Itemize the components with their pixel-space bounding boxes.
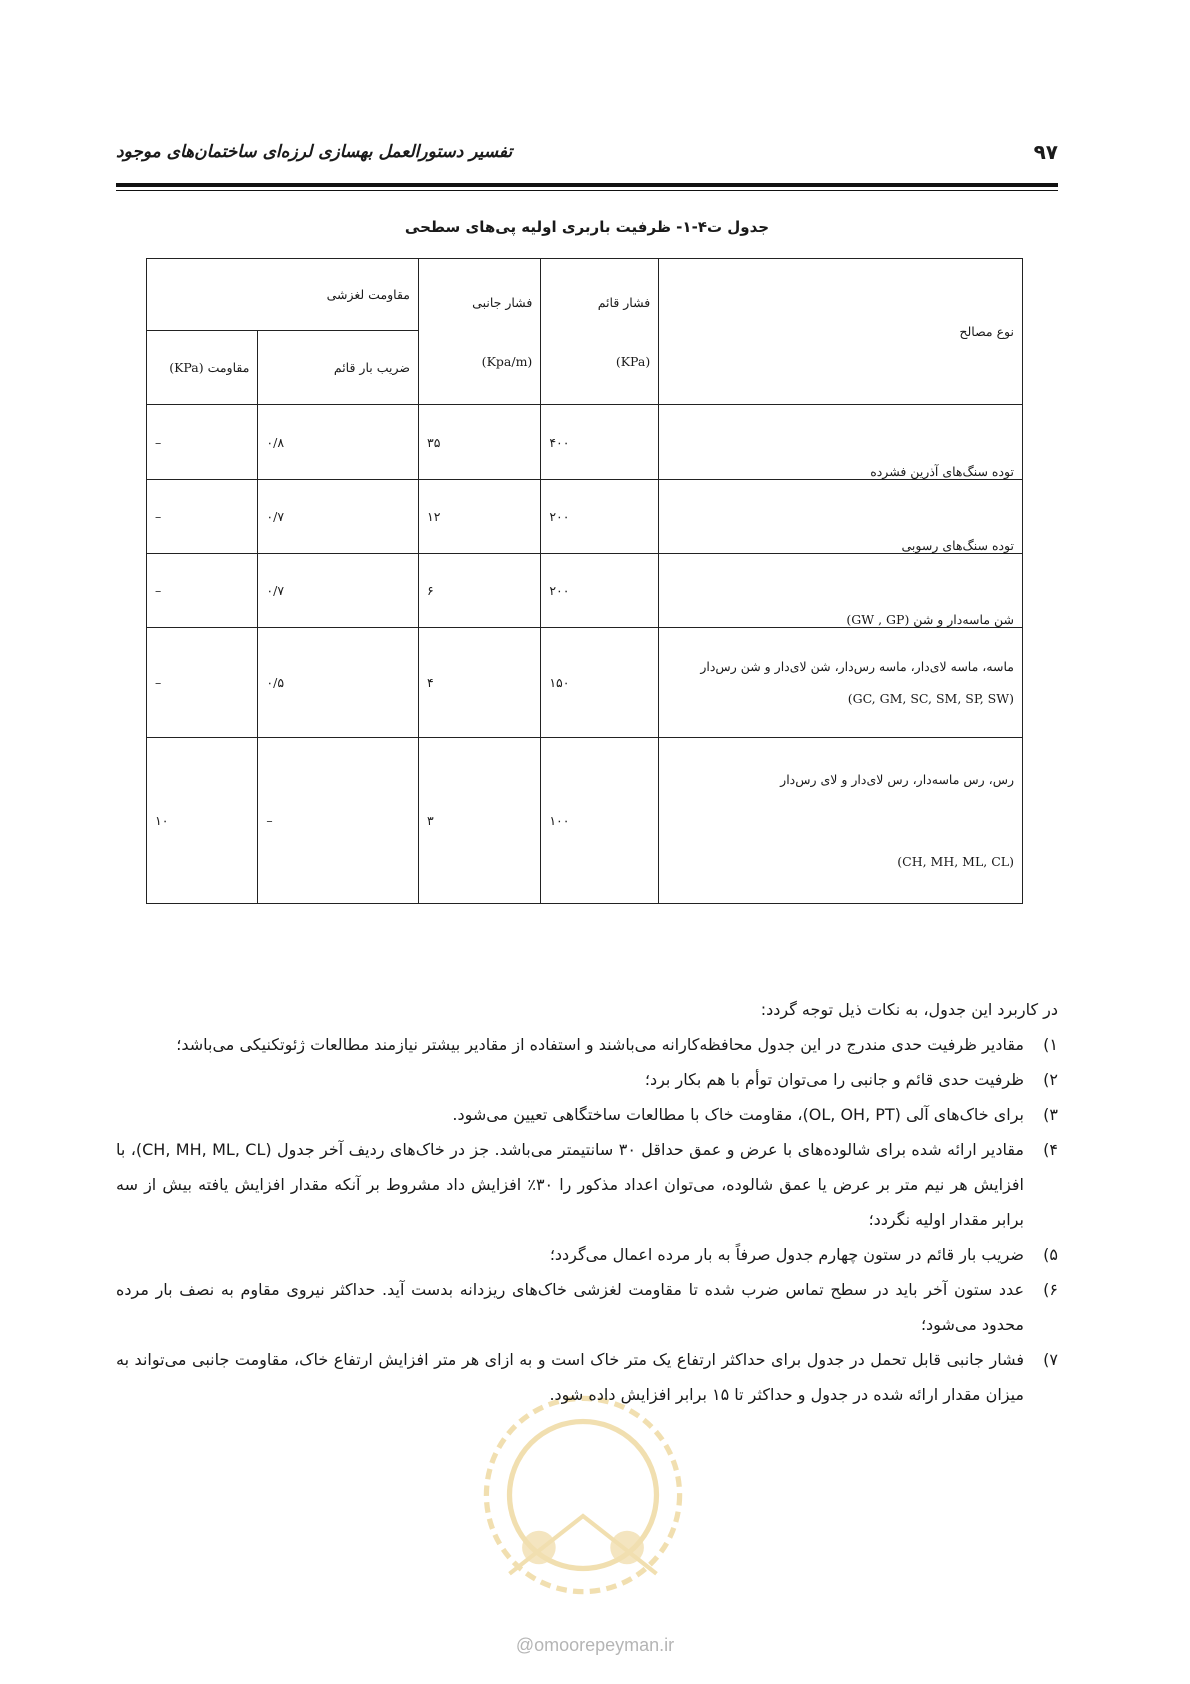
page-number: ۹۷	[1033, 140, 1058, 164]
notes-list	[116, 1027, 1058, 1412]
running-title: تفسیر دستورالعمل بهسازی لرزه‌ای ساختمان‌های موجود	[116, 142, 513, 162]
cell-vertical: ۱۵۰	[541, 628, 659, 738]
table-row	[147, 738, 1023, 904]
cell-material-text: رس، رس ماسه‌دار، رس لای‌دار و لای رس‌دار	[780, 771, 1014, 787]
cell-resistance: –	[147, 405, 258, 479]
note-item	[116, 1342, 1058, 1412]
header-rule-thick	[116, 183, 1058, 187]
bearing-capacity-table	[146, 258, 1023, 904]
header-resistance-kpa: مقاومت (KPa)	[147, 331, 258, 405]
notes-intro: در کاربرد این جدول، به نکات ذیل توجه گردد:	[760, 1000, 1058, 1019]
header-sliding-resistance: مقاومت لغزشی	[147, 259, 419, 331]
cell-resistance: ۱۰	[147, 738, 258, 904]
header-lateral-label: فشار جانبی	[472, 294, 533, 310]
note-number: ۳)	[1043, 1105, 1058, 1124]
header-lateral-unit: (Kpa/m)	[481, 353, 533, 369]
cell-material: توده سنگ‌های آذرین فشرده	[659, 405, 1023, 479]
cell-lateral: ۴	[419, 628, 541, 738]
note-text: ظرفیت حدی قائم و جانبی را می‌توان توأم با هم بکار برد؛	[644, 1070, 1024, 1089]
header-rule-thin	[116, 190, 1058, 191]
notes-section	[116, 992, 1058, 1412]
note-text: ضریب بار قائم در ستون چهارم جدول صرفاً به بار مرده اعمال می‌گردد؛	[549, 1245, 1024, 1264]
cell-resistance: –	[147, 479, 258, 553]
cell-material	[659, 628, 1023, 738]
header-lateral-pressure	[419, 259, 541, 405]
note-item	[116, 1272, 1058, 1342]
watermark-url: @omoorepeyman.ir	[515, 1635, 675, 1655]
cell-material-codes: (GC, GM, SC, SM, SP, SW)	[847, 690, 1014, 706]
watermark-logo	[478, 1390, 688, 1600]
cell-resistance: –	[147, 628, 258, 738]
note-number: ۵)	[1043, 1245, 1058, 1264]
table-row	[147, 405, 1023, 479]
note-item	[116, 1237, 1058, 1272]
table-row	[147, 479, 1023, 553]
page-header	[116, 140, 1058, 170]
table-row	[147, 628, 1023, 738]
cell-coefficient: ۰/۸	[258, 405, 419, 479]
table-caption: جدول ت۴-۱- ظرفیت باربری اولیه پی‌های سطحی	[404, 218, 770, 236]
cell-resistance: –	[147, 553, 258, 627]
note-item	[116, 1132, 1058, 1237]
cell-vertical: ۲۰۰	[541, 553, 659, 627]
cell-material: توده سنگ‌های رسوبی	[659, 479, 1023, 553]
note-text: مقادیر ظرفیت حدی مندرج در این جدول محافظه‌کارانه می‌باشند و استفاده از مقادیر بیشتر نیازمند مطالعات ژئوتکنیکی می‌باشد؛	[176, 1035, 1024, 1054]
header-material: نوع مصالح	[659, 259, 1023, 405]
header-vertical-label: فشار قائم	[597, 294, 651, 310]
cell-coefficient: –	[258, 738, 419, 904]
cell-coefficient: ۰/۵	[258, 628, 419, 738]
cell-vertical: ۴۰۰	[541, 405, 659, 479]
note-number: ۴)	[1043, 1140, 1058, 1159]
note-item	[116, 1097, 1058, 1132]
note-number: ۷)	[1043, 1350, 1058, 1369]
cell-coefficient: ۰/۷	[258, 553, 419, 627]
note-item	[116, 1062, 1058, 1097]
cell-lateral: ۳	[419, 738, 541, 904]
note-number: ۲)	[1043, 1070, 1058, 1089]
header-vertical-load-coefficient: ضریب بار قائم	[258, 331, 419, 405]
cell-lateral: ۱۲	[419, 479, 541, 553]
note-number: ۱)	[1043, 1035, 1058, 1054]
cell-vertical: ۲۰۰	[541, 479, 659, 553]
note-text: فشار جانبی قابل تحمل در جدول برای حداکثر ارتفاع یک متر خاک است و به ازای هر متر افزایش ارتفاع خاک، مقاومت جانبی می‌تواند به میزان مقدار ارائه شده در جدول و حداکثر تا ۱۵ برابر افزایش داده شود.	[116, 1350, 1024, 1404]
table-row	[147, 553, 1023, 627]
cell-material	[659, 738, 1023, 904]
cell-coefficient: ۰/۷	[258, 479, 419, 553]
header-vertical-unit: (KPa)	[615, 353, 651, 369]
note-text: مقادیر ارائه شده برای شالوده‌های با عرض و عمق حداقل ۳۰ سانتیمتر می‌باشد. جز در خاک‌های ردیف آخر جدول (CH, MH, ML, CL)، با افزایش هر نیم متر بر عرض یا عمق شالوده، می‌توان اعداد مذکور را ۳۰٪ افزایش داد مشروط بر آنکه مقدار افزایش یافته بیش از سه برابر مقدار اولیه نگردد؛	[116, 1140, 1024, 1229]
cell-lateral: ۶	[419, 553, 541, 627]
cell-material-codes: (CH, MH, ML, CL)	[897, 853, 1014, 869]
note-item	[116, 1027, 1058, 1062]
cell-material: شن ماسه‌دار و شن (GW , GP)	[659, 553, 1023, 627]
header-vertical-pressure	[541, 259, 659, 405]
cell-lateral: ۳۵	[419, 405, 541, 479]
cell-material-text: ماسه، ماسه لای‌دار، ماسه رس‌دار، شن لای‌دار و شن رس‌دار	[700, 658, 1014, 674]
note-text: برای خاک‌های آلی (OL, OH, PT)، مقاومت خاک با مطالعات ساختگاهی تعیین می‌شود.	[452, 1105, 1024, 1124]
cell-vertical: ۱۰۰	[541, 738, 659, 904]
note-text: عدد ستون آخر باید در سطح تماس ضرب شده تا مقاومت لغزشی خاک‌های ریزدانه بدست آید. حداکثر نیروی مقاوم به نصف بار مرده محدود می‌شود؛	[116, 1280, 1024, 1334]
note-number: ۶)	[1043, 1280, 1058, 1299]
